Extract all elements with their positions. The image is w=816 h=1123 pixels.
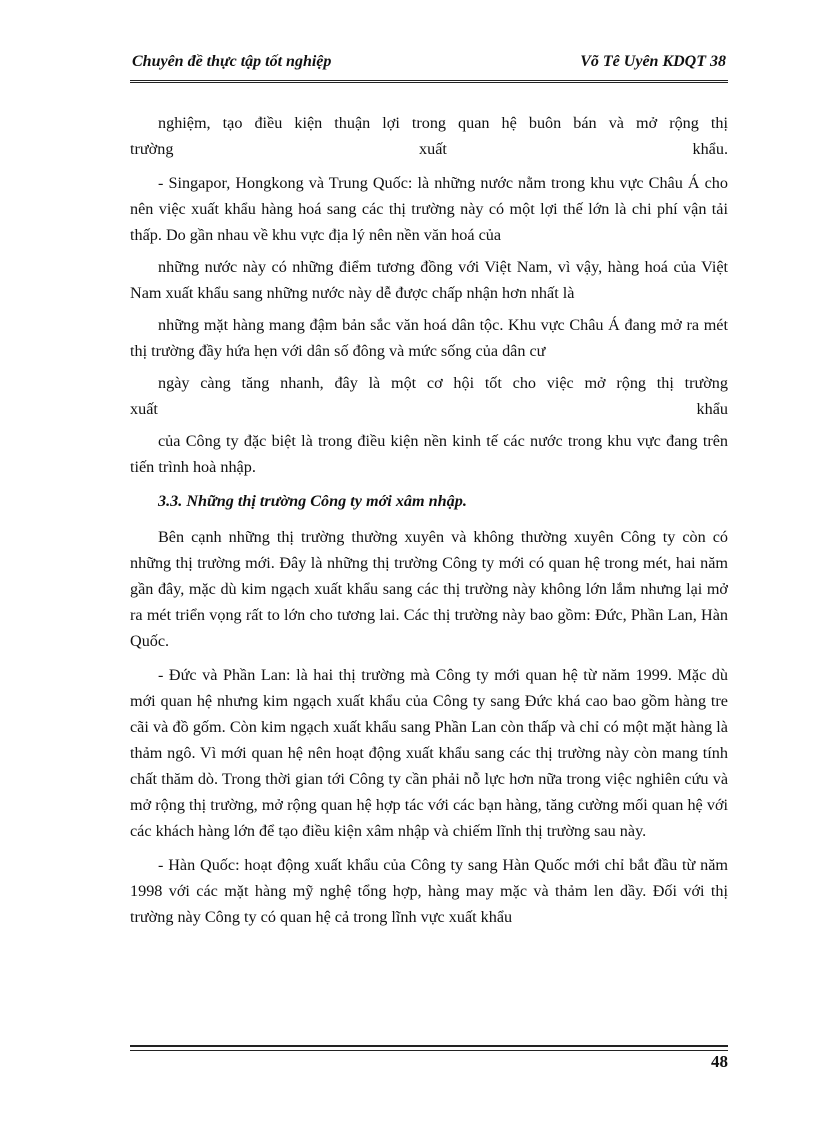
paragraph-asia-markets-d (130, 370, 728, 422)
document-body (130, 110, 728, 938)
header-title: Chuyên đề thực tập tốt nghiệp (132, 53, 332, 70)
page-number: 48 (711, 1052, 728, 1071)
paragraph-asia-markets-c: những mặt hàng mang đậm bản sắc văn hoá dân tộc. Khu vực Châu Á đang mở ra mét thị trường đầy hứa hẹn với dân số đông và mức sống của dân cư (130, 316, 728, 360)
footer-rule (130, 1045, 728, 1051)
section-heading: 3.3. Những thị trường Công ty mới xâm nhập. (158, 492, 467, 510)
paragraph-continuation (130, 110, 728, 162)
text-line: ngày càng tăng nhanh, đây là một cơ hội tốt cho việc mở rộng thị trường (158, 374, 728, 392)
text-line: nghiệm, tạo điều kiện thuận lợi trong quan hệ buôn bán và mở rộng thị (158, 114, 728, 132)
paragraph-new-markets: Bên cạnh những thị trường thường xuyên và không thường xuyên Công ty còn có những thị trường mới. Đây là những thị trường Công ty mới có quan hệ trong mét, hai năm gần đây, mặc dù kim ngạch xuất khẩu sang các thị trường này không lớn lắm nhưng lại mở ra mét triển vọng rất to lớn cho tương lai. Các thị trường này bao gồm: Đức, Phần Lan, Hàn Quốc. (130, 528, 728, 650)
paragraph-asia-markets-a: - Singapor, Hongkong và Trung Quốc: là những nước nằm trong khu vực Châu Á cho nên việc xuất khẩu hàng hoá sang các thị trường này có một lợi thế lớn là chi phí vận tải thấp. Do gần nhau về khu vực địa lý nên nền văn hoá của (130, 174, 728, 244)
text-line: trường xuất khẩu. (130, 140, 728, 158)
page-header (130, 50, 728, 83)
text-line: xuất khẩu (130, 400, 728, 418)
paragraph-asia-markets-e: của Công ty đặc biệt là trong điều kiện nền kinh tế các nước trong khu vực đang trên tiến trình hoà nhập. (130, 432, 728, 476)
paragraph-germany-finland: - Đức và Phần Lan: là hai thị trường mà Công ty mới quan hệ từ năm 1999. Mặc dù mới quan hệ nhưng kim ngạch xuất khẩu của Công ty sang Đức khá cao bao gồm hàng tre cãi và đồ gốm. Còn kim ngạch xuất khẩu sang Phần Lan còn thấp và chỉ có một mặt hàng là thảm ngô. Vì mới quan hệ nên hoạt động xuất khẩu sang các thị trường này còn mang tính chất thăm dò. Trong thời gian tới Công ty cần phải nỗ lực hơn nữa trong việc nghiên cứu và mở rộng thị trường, mở rộng quan hệ hợp tác với các bạn hàng, tăng cường mối quan hệ với các khách hàng lớn để tạo điều kiện xâm nhập và chiếm lĩnh thị trường sau này. (130, 666, 728, 840)
paragraph-asia-markets-b: những nước này có những điểm tương đồng với Việt Nam, vì vậy, hàng hoá của Việt Nam xuất khẩu sang những nước này dễ được chấp nhận hơn nhất là (130, 258, 728, 302)
header-author: Võ Tê Uyên KDQT 38 (580, 53, 726, 70)
paragraph-korea: - Hàn Quốc: hoạt động xuất khẩu của Công ty sang Hàn Quốc mới chỉ bắt đầu từ năm 1998 với các mặt hàng mỹ nghệ tổng hợp, hàng may mặc và thảm len dầy. Đối với thị trường này Công ty có quan hệ cả trong lĩnh vực xuất khẩu (130, 856, 728, 926)
